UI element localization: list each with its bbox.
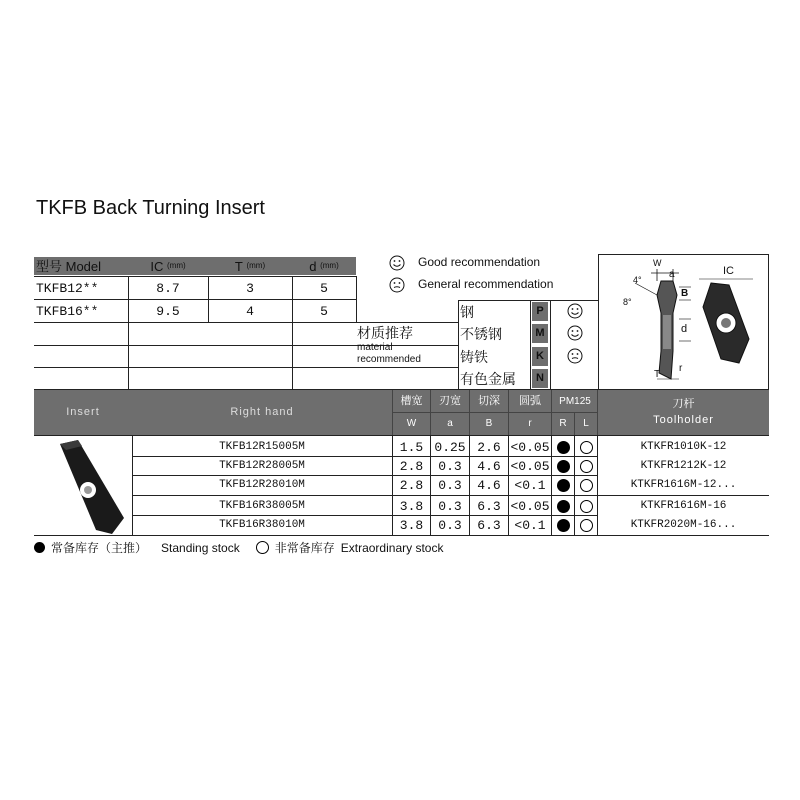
smile-icon [567,325,583,341]
material-label-en-2: recommended [357,354,421,365]
neutral-face-icon [389,277,405,293]
stock-standing-icon [552,497,574,515]
grid-line [356,276,357,322]
legend-extra-cn: 非常备库存 [274,541,335,555]
spec-header-ic-unit: (mm) [166,261,186,270]
smile-icon [389,255,405,271]
table-cell-a: 0.3 [438,517,462,533]
diagram-label-angle4: 4° [633,275,642,285]
header-holder: Toolholder [653,413,714,426]
spec-header-ic [128,257,208,275]
diagram-label-t: T [654,369,661,380]
spec-row-model: TKFB16** [36,303,99,319]
smile-icon [567,303,583,319]
table-cell-holder: KTKFR1010K-12 [640,440,727,453]
legend-general-text: General recommendation [418,277,554,291]
table-cell-b: 4.6 [477,458,501,474]
stock-legend [34,539,443,556]
legend-standing-en: Standing stock [161,540,240,555]
legend-standing-cn: 常备库存（主推） [51,541,148,555]
spec-header-t-label: T [234,258,243,274]
material-label-en-1: material [357,342,393,353]
table-cell-b: 4.6 [477,477,501,493]
header-holder-cn: 刀杆 [672,397,695,410]
stock-extraordinary-icon [575,438,597,456]
spec-header-t-unit: (mm) [246,261,266,270]
table-cell-r: <0.05 [510,498,550,514]
table-cell-holder: KTKFR1212K-12 [640,459,727,472]
spec-row-t: 4 [246,303,254,319]
table-cell-holder: KTKFR2020M-16... [630,518,737,531]
table-cell-w: 1.5 [399,439,424,455]
table-cell-w: 3.8 [399,517,424,533]
table-row-code: TKFB16R38010M [219,518,305,531]
stock-extraordinary-icon [256,541,269,554]
table-cell-a: 0.3 [438,458,462,474]
table-cell-a: 0.25 [434,439,466,455]
header-depth: B [485,417,493,429]
spec-header-model: 型号 Model [36,258,102,274]
spec-row-model: TKFB12** [36,280,99,296]
spec-header-t [208,257,292,275]
table-cell-w: 2.8 [399,477,424,493]
stock-extraordinary-icon [575,457,597,475]
table-row-code: TKFB12R28010M [219,478,305,491]
material-code: K [532,347,548,366]
header-grade: PM125 [559,395,591,407]
table-cell-r: <0.05 [510,458,550,474]
legend-extra-en: Extraordinary stock [340,540,444,555]
grid-line [132,475,598,476]
table-row-code: TKFB12R28005M [219,459,305,472]
neutral-face-icon [567,348,583,364]
insert-drawing [599,255,768,389]
material-name: 不锈钢 [460,326,502,342]
grid-line [550,300,551,389]
grid-line [34,299,356,300]
table-cell-holder: KTKFR1616M-16 [640,499,727,512]
material-name: 钢 [460,304,474,320]
header-insert: Insert [66,406,100,418]
table-cell-r: <0.1 [514,477,546,493]
table-cell-b: 6.3 [477,517,501,533]
grid-line [34,535,769,536]
grid-line [208,276,209,322]
grid-line [574,435,575,535]
spec-header-d-label: d [309,258,317,274]
spec-header-d-unit: (mm) [320,261,339,270]
stock-extraordinary-icon [575,516,597,534]
insert-image [52,438,132,536]
grid-line [132,456,598,457]
diagram-label-angle8: 8° [623,297,632,307]
table-cell-b: 2.6 [477,439,501,455]
header-grade-l: L [583,417,589,429]
stock-standing-icon [34,542,45,553]
insert-diagram [598,254,769,390]
material-label-cn: 材质推荐 [357,325,413,341]
grid-line [292,276,293,389]
table-cell-r: <0.05 [510,439,550,455]
grid-line [430,435,431,535]
legend-good-text: Good recommendation [418,255,541,269]
diagram-label-d: d [681,323,688,335]
material-code: M [532,324,548,343]
grid-line [458,300,459,389]
grid-line [469,435,470,535]
spec-row-ic: 8.7 [156,280,180,296]
diagram-label-w: W [653,258,662,268]
table-cell-w: 2.8 [399,458,424,474]
spec-row-d: 5 [320,280,328,296]
table-cell-r: <0.1 [514,517,546,533]
grid-line [530,300,531,389]
grid-line [34,367,458,368]
stock-extraordinary-icon [575,476,597,494]
spec-row-t: 3 [246,280,254,296]
grid-line [597,435,598,535]
stock-standing-icon [552,438,574,456]
grid-line [132,435,133,535]
table-cell-b: 6.3 [477,498,501,514]
table-row-code: TKFB12R15005M [219,440,305,453]
header-depth-cn: 切深 [478,395,500,407]
diagram-label-a: a [669,269,675,280]
grid-line [132,515,598,516]
grid-line [392,412,598,413]
diagram-label-b: B [681,288,689,299]
grid-line [128,276,129,389]
table-cell-a: 0.3 [438,477,462,493]
grid-line [34,435,769,436]
spec-row-d: 5 [320,303,328,319]
stock-standing-icon [552,457,574,475]
material-code: P [532,302,548,321]
header-groove-w: W [406,417,417,429]
grid-line [574,412,575,435]
page-title: TKFB Back Turning Insert [36,197,265,219]
spec-header-ic-label: IC [150,258,164,274]
grid-line [34,345,458,346]
stock-standing-icon [552,516,574,534]
header-radius-cn: 圆弧 [519,395,541,407]
spec-header-d [292,257,356,275]
stock-standing-icon [552,476,574,494]
header-groove-w-cn: 槽宽 [400,395,423,407]
header-edge-w-cn: 刃宽 [439,395,461,407]
grid-line [392,435,393,535]
grid-line [34,276,356,277]
grid-line [458,300,598,301]
material-code: N [532,369,548,388]
header-right-hand: Right hand [230,406,294,418]
header-edge-w: a [447,417,453,429]
header-radius: r [528,417,532,429]
material-name: 铸铁 [460,349,488,365]
grid-line [508,435,509,535]
spec-row-ic: 9.5 [156,303,180,319]
header-grade-r: R [559,417,567,429]
diagram-label-ic: IC [723,265,734,277]
diagram-label-r: r [679,363,683,374]
table-cell-w: 3.8 [399,498,424,514]
table-row-code: TKFB16R38005M [219,499,305,512]
material-name: 有色金属 [460,371,516,387]
table-cell-a: 0.3 [438,498,462,514]
table-cell-holder: KTKFR1616M-12... [630,478,737,491]
grid-line [132,495,769,496]
grid-line [551,435,552,535]
stock-extraordinary-icon [575,497,597,515]
